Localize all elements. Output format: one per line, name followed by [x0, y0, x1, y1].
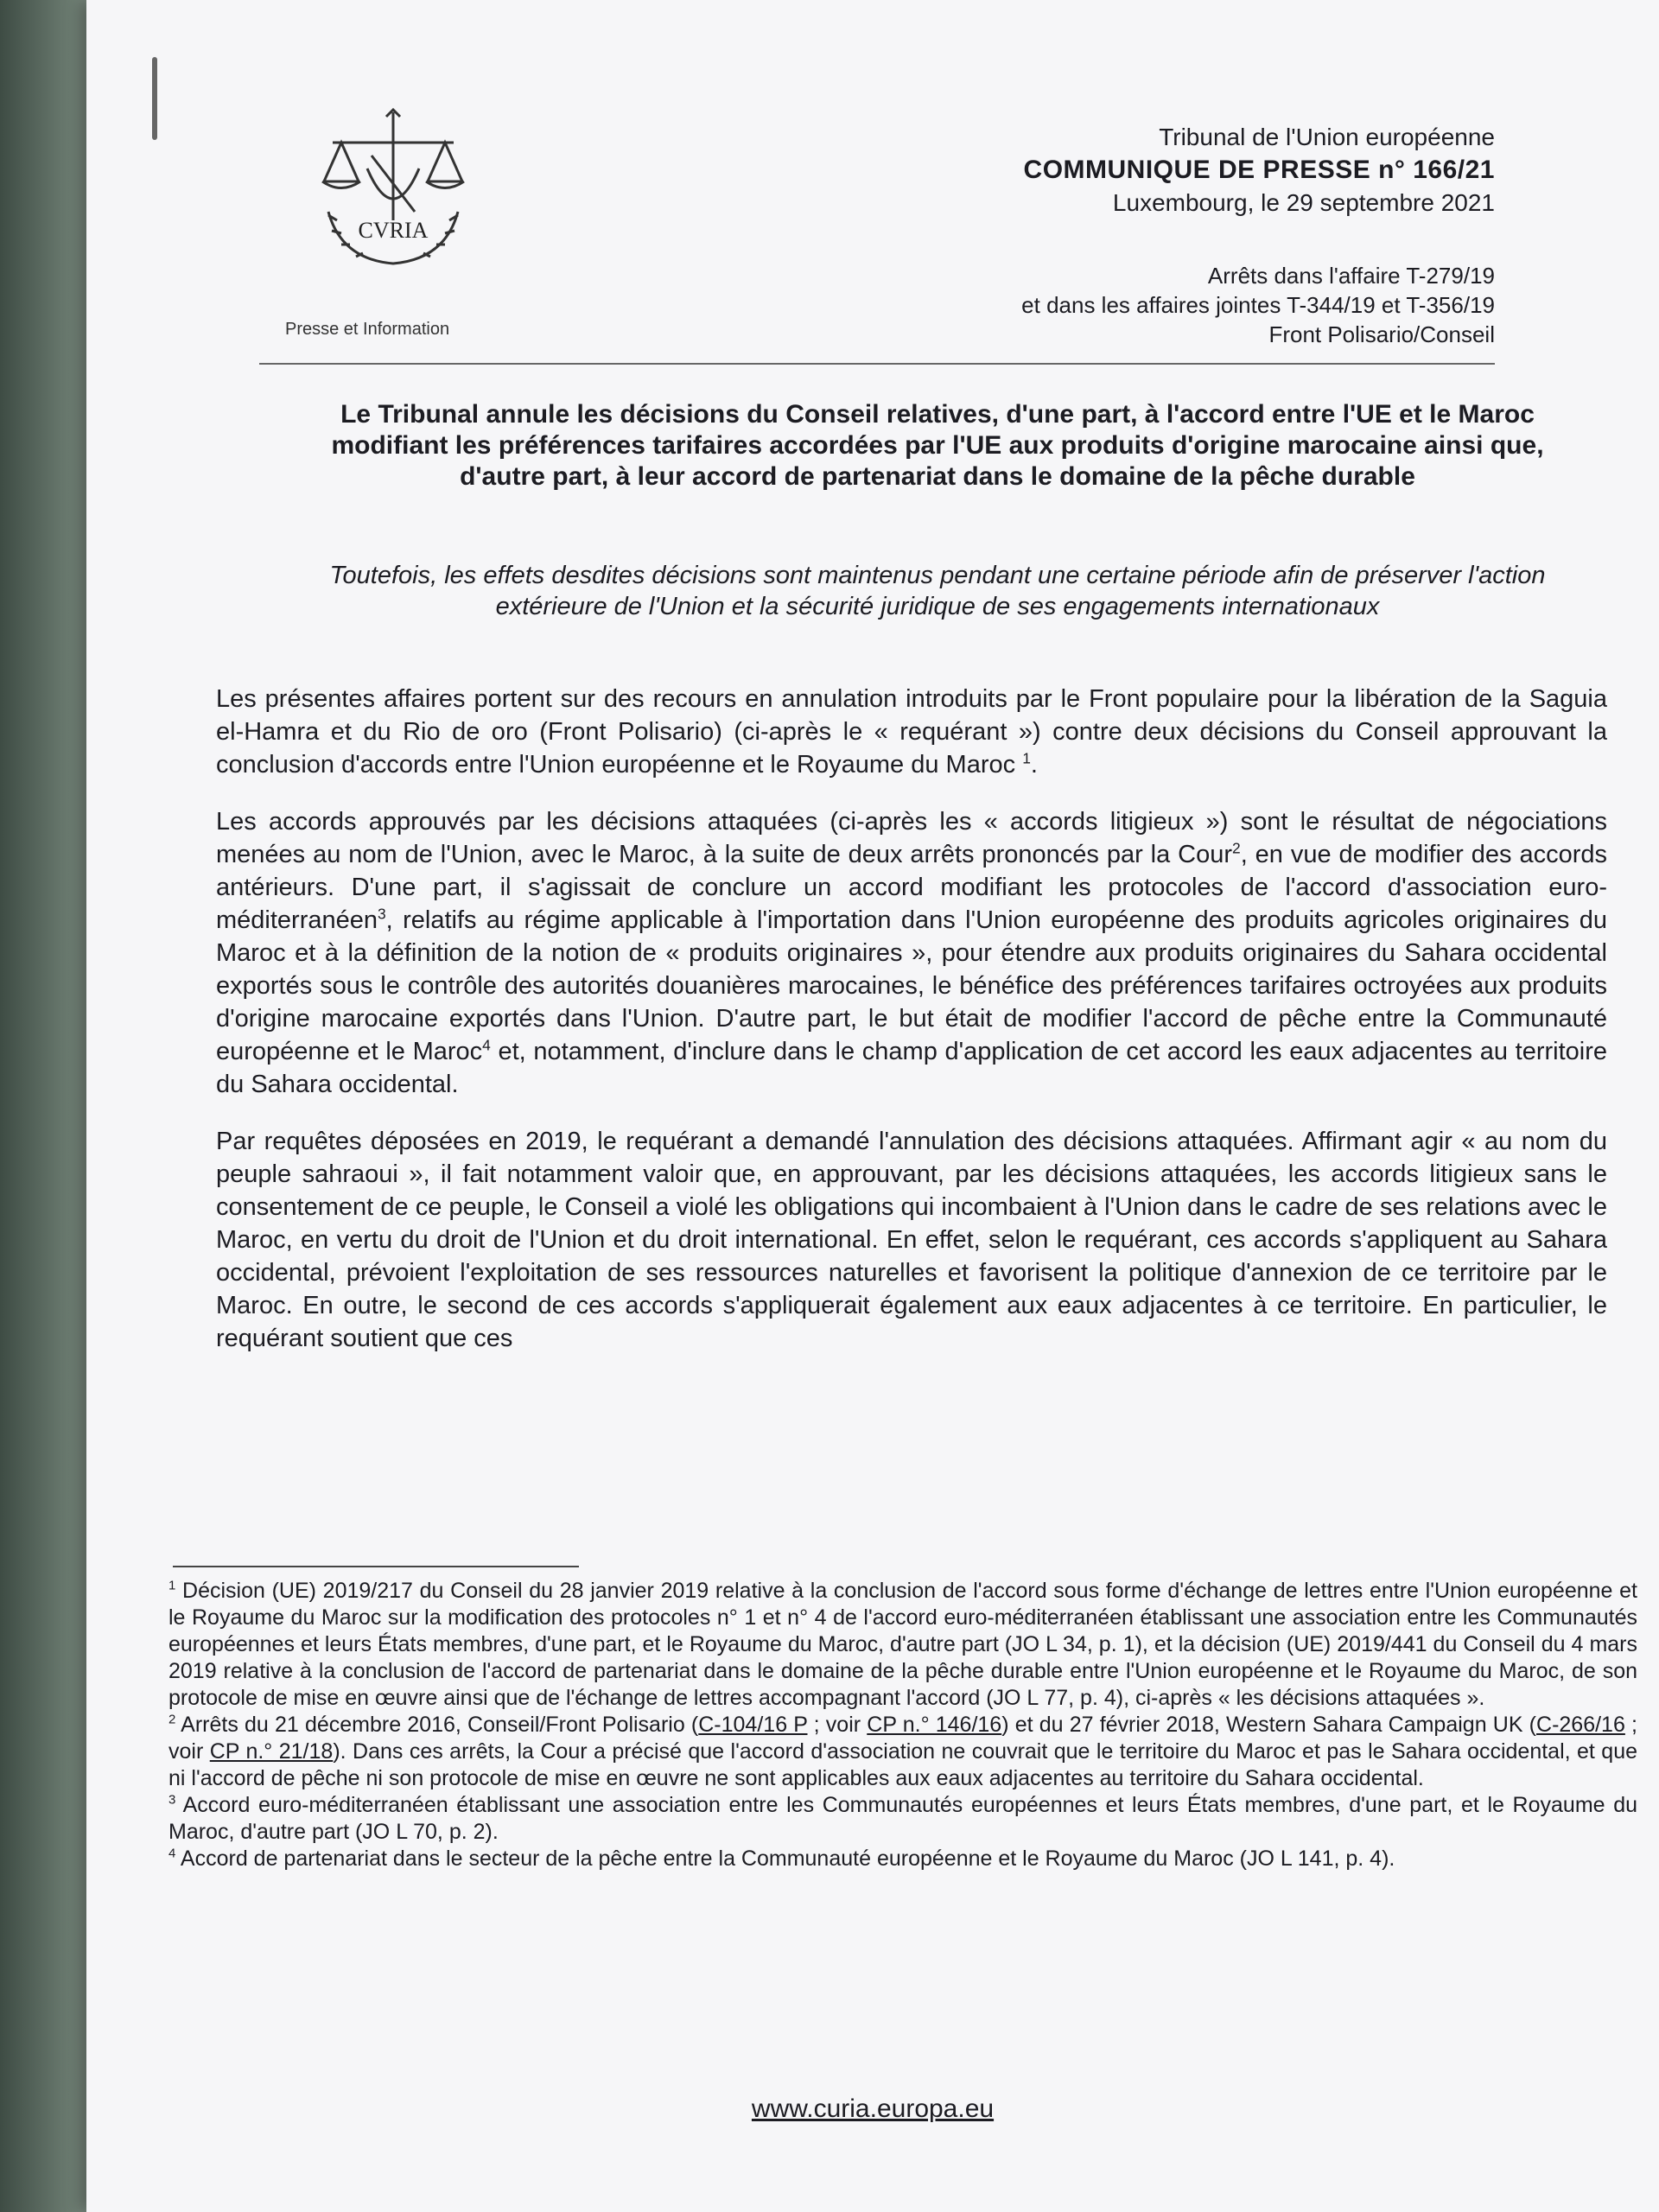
case-line-3: Front Polisario/Conseil: [1268, 321, 1495, 347]
paragraph-1-end: .: [1030, 751, 1038, 779]
paragraph-2: [216, 805, 1607, 1101]
footnote-4-text: Accord de partenariat dans le secteur de la pêche entre la Communauté européenne et le Royaume du Maroc (JO L 141, p. 4).: [175, 1847, 1395, 1871]
place-date: Luxembourg, le 29 septembre 2021: [1112, 189, 1495, 216]
release-subtitle: Toutefois, les effets desdites décisions sont maintenus pendant une certaine période afin de préserver l'action extérieure de l'Union et la sécurité juridique de ses engagements internationaux: [329, 562, 1546, 620]
footnote-3-text: Accord euro-méditerranéen établissant une association entre les Communautés européennes et leurs États membres, d'une part, et le Royaume du Maroc, d'autre part (JO L 70, p. 2).: [168, 1793, 1637, 1844]
case-link-c-104-16[interactable]: C-104/16 P: [698, 1713, 808, 1737]
footnote-2-part-c: ) et du 27 février 2018, Western Sahara Campaign UK (: [1001, 1713, 1537, 1737]
header-divider: [259, 363, 1495, 365]
scales-of-justice-icon: [307, 108, 480, 281]
footnote-ref-2: 2: [1232, 839, 1241, 857]
footnote-divider: [173, 1566, 579, 1567]
logo-text: CVRIA: [358, 218, 429, 243]
paragraph-3: Par requêtes déposées en 2019, le requérant a demandé l'annulation des décisions attaquées. Affirmant agir « au nom du peuple sahraoui », il fait notamment valoir que, en approuvant, par les décisions attaquées, les accords litigieux sans le consentement de ce peuple, le Conseil a violé les obligations qui incombaient à l'Union dans le cadre de ses relations avec le Maroc, en vertu du droit de l'Union et du droit international. En effet, selon le requérant, ces accords s'appliquent au Sahara occidental, prévoient l'exploitation de ses ressources naturelles et favorisent la politique d'annexion de ce territoire par le Maroc. En outre, le second de ces accords s'appliquerait également aux eaux adjacentes à ce territoire. En particulier, le requérant soutient que ces: [216, 1128, 1607, 1352]
footnote-1-number: 1: [168, 1578, 176, 1593]
footnote-2-part-a: Arrêts du 21 décembre 2016, Conseil/Front Polisario (: [175, 1713, 699, 1737]
footnote-2: [168, 1712, 1637, 1792]
paragraph-1-text: Les présentes affaires portent sur des recours en annulation introduits par le Front populaire pour la libération de la Saguia el-Hamra et du Rio de oro (Front Polisario) (ci-après le « requérant ») contre deux décisions du Conseil approuvant la conclusion d'accords entre l'Union européenne et le Royaume du Maroc: [216, 685, 1607, 779]
paragraph-2-part-d: et, notamment, d'inclure dans le champ d'application de cet accord les eaux adjacentes au territoire du Sahara occidental.: [216, 1038, 1608, 1098]
press-link-cp-21-18[interactable]: CP n.° 21/18: [209, 1739, 334, 1764]
footnote-ref-1: 1: [1022, 749, 1031, 767]
footnote-1-text: Décision (UE) 2019/217 du Conseil du 28 janvier 2019 relative à la conclusion de l'accord sous forme d'échange de lettres entre l'Union européenne et le Royaume du Maroc sur la modification des protocoles n° 1 et n° 4 de l'accord euro-méditerranéen établissant une association entre les Communautés européennes et leurs États membres, d'une part, et le Royaume du Maroc, d'autre part (JO L 34, p. 1), et la décision (UE) 2019/441 du Conseil du 4 mars 2019 relative à la conclusion de l'accord de partenariat dans le domaine de la pêche durable entre l'Union européenne et le Royaume du Maroc, de son protocole de mise en œuvre ainsi que de l'échange de lettres accompagnant l'accord (JO L 77, p. 4), ci-après « les décisions attaquées ».: [168, 1579, 1637, 1710]
footnote-2-number: 2: [168, 1712, 176, 1727]
case-link-c-266-16[interactable]: C-266/16: [1536, 1713, 1625, 1737]
footnote-4-number: 4: [168, 1846, 176, 1861]
press-release-page: [86, 0, 1659, 2212]
case-line-2: et dans les affaires jointes T-344/19 et T-356/19: [1021, 292, 1495, 318]
header-block: [1024, 121, 1495, 219]
footnote-ref-3: 3: [378, 905, 386, 923]
staple-mark: [152, 57, 157, 140]
case-line-1: Arrêts dans l'affaire T-279/19: [1207, 263, 1495, 289]
release-number: COMMUNIQUE DE PRESSE n° 166/21: [1023, 156, 1495, 184]
paragraph-2-part-c: , relatifs au régime applicable à l'importation dans l'Union européenne des produits agricoles originaires du Maroc et à la définition de la notion de « produits originaires », pour étendre aux produits originaires du Sahara occidental exportés sous le contrôle des autorités douanières marocaines, le bénéfice des préférences tarifaires octroyées aux produits d'origine marocaine exportés dans l'Union. D'autre part, le but était de modifier l'accord de pêche entre la Communauté européenne et le Maroc: [216, 906, 1607, 1065]
curia-logo: [307, 108, 480, 281]
body-text: [216, 683, 1607, 1379]
curia-website-link[interactable]: www.curia.europa.eu: [751, 2094, 995, 2123]
case-references: [1021, 261, 1495, 349]
footnote-2-part-b: ; voir: [807, 1713, 868, 1737]
court-name: Tribunal de l'Union européenne: [1159, 124, 1495, 150]
footnote-ref-4: 4: [482, 1036, 491, 1054]
release-title: Le Tribunal annule les décisions du Conseil relatives, d'une part, à l'accord entre l'UE et le Maroc modifiant les préférences tarifaires accordées par l'UE aux produits d'origine marocaine ainsi que, d'autre part, à leur accord de partenariat dans le domaine de la pêche durable: [331, 400, 1544, 491]
paragraph-2-part-b: , en vue de modifier des accords antérieurs. D'une part, il s'agissait de conclure un accord modifiant les protocoles de l'accord d'association euro-méditerranéen: [216, 841, 1607, 934]
footnote-4: [168, 1846, 1637, 1872]
press-link-cp-146-16[interactable]: CP n.° 146/16: [867, 1713, 1002, 1737]
paragraph-1: [216, 683, 1607, 781]
footnote-2-part-e: ). Dans ces arrêts, la Cour a précisé que l'accord d'association ne couvrait que le territoire du Maroc et pas le Sahara occidental, et que ni l'accord de pêche ni son protocole de mise en œuvre ne sont applicables aux eaux adjacentes au territoire du Sahara occidental.: [168, 1739, 1638, 1790]
paragraph-2-part-a: Les accords approuvés par les décisions attaquées (ci-après les « accords litigieux ») sont le résultat de négociations menées au nom de l'Union, avec le Maroc, à la suite de deux arrêts prononcés par la Cour: [216, 808, 1607, 868]
footnotes: [168, 1578, 1637, 1872]
footnote-3: [168, 1792, 1637, 1846]
department-label: Presse et Information: [285, 320, 450, 339]
footnote-2-part-d: ; voir: [168, 1713, 1637, 1764]
footnote-3-number: 3: [168, 1792, 176, 1808]
footnote-1: [168, 1578, 1637, 1712]
